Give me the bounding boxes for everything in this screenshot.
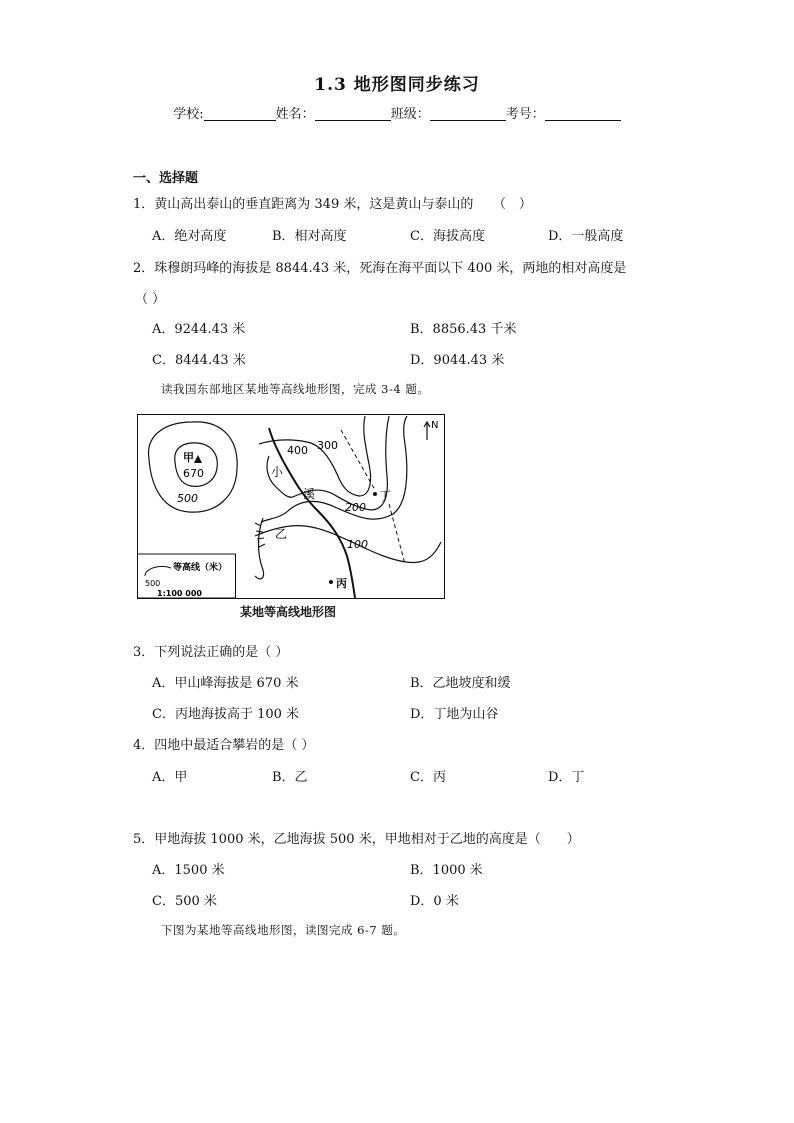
- label-xi: 溪: [303, 487, 316, 501]
- q5-option-a[interactable]: A．1500 米: [152, 863, 225, 878]
- q4-stem: 4．四地中最适合攀岩的是（ ）: [133, 738, 315, 753]
- q5-stem: 5．甲地海拔 1000 米，乙地海拔 500 米，甲地相对于乙地的高度是（ ）: [133, 832, 580, 847]
- section-heading: 一、选择题: [133, 171, 199, 186]
- label-ding: 丁: [379, 489, 392, 503]
- q4-option-b[interactable]: B．乙: [272, 770, 308, 785]
- contour-map-svg: [137, 414, 447, 600]
- q1-option-b[interactable]: B．相对高度: [272, 229, 347, 244]
- q5-option-b[interactable]: B．1000 米: [410, 863, 483, 878]
- ding-point: [373, 492, 377, 496]
- q3-stem: 3．下列说法正确的是（ ）: [133, 645, 289, 660]
- q3-option-d[interactable]: D．丁地为山谷: [410, 707, 499, 722]
- student-info-line: [0, 103, 794, 122]
- contour-map: [137, 414, 447, 600]
- q4-option-a[interactable]: A．甲: [152, 770, 188, 785]
- name-label: 姓名：: [275, 107, 315, 122]
- q5-option-d[interactable]: D．0 米: [410, 894, 459, 909]
- school-label: 学校:: [173, 107, 204, 122]
- bing-point: [329, 580, 333, 584]
- map-intro-text: 读我国东部地区某地等高线地形图，完成 3-4 题。: [161, 382, 430, 396]
- exam-no-label: 考号：: [505, 107, 545, 122]
- label-north: N: [431, 420, 439, 431]
- q1-stem: 1．黄山高出泰山的垂直距离为 349 米，这是黄山与泰山的 （ ）: [133, 197, 532, 212]
- exam-no-blank[interactable]: [545, 106, 621, 121]
- q2-option-d[interactable]: D．9044.43 米: [410, 353, 505, 368]
- label-yi: 乙: [275, 527, 288, 541]
- page-title: 1.3 地形图同步练习: [314, 75, 480, 95]
- q3-option-b[interactable]: B．乙地坡度和缓: [410, 676, 511, 691]
- q5-option-c[interactable]: C．500 米: [152, 894, 217, 909]
- q2-stem: 2．珠穆朗玛峰的海拔是 8844.43 米，死海在海平面以下 400 米，两地的相对高度是: [133, 261, 627, 276]
- legend-label: 等高线（米）: [173, 563, 228, 573]
- q1-option-a[interactable]: A．绝对高度: [152, 229, 227, 244]
- label-contour-400: 400: [287, 444, 308, 457]
- q4-option-c[interactable]: C．丙: [410, 770, 446, 785]
- label-bing: 丙: [336, 577, 347, 590]
- label-contour-300: 300: [317, 439, 338, 452]
- map-scale: 1:100 000: [157, 589, 202, 598]
- label-contour-100: 100: [347, 538, 368, 551]
- school-blank[interactable]: [204, 106, 276, 121]
- label-contour-200: 200: [345, 501, 366, 514]
- label-contour-500: 500: [177, 492, 198, 505]
- label-xiao: 小: [271, 465, 284, 479]
- map-caption: 某地等高线地形图: [240, 605, 337, 619]
- label-jia: 甲: [183, 451, 194, 464]
- q3-option-a[interactable]: A．甲山峰海拔是 670 米: [152, 676, 299, 691]
- q1-option-d[interactable]: D．一般高度: [548, 229, 624, 244]
- q1-option-c[interactable]: C．海拔高度: [410, 229, 485, 244]
- label-jia-elevation: 670: [183, 467, 204, 480]
- class-blank[interactable]: [430, 106, 506, 121]
- q2-option-c[interactable]: C．8444.43 米: [152, 353, 246, 368]
- q2-option-a[interactable]: A．9244.43 米: [152, 322, 246, 337]
- legend-value: 500: [145, 579, 161, 588]
- class-label: 班级：: [390, 107, 430, 122]
- next-intro-text: 下图为某地等高线地形图，读图完成 6-7 题。: [161, 923, 406, 937]
- q2-stem-continued: （ ）: [135, 292, 166, 307]
- q4-option-d[interactable]: D．丁: [548, 770, 585, 785]
- name-blank[interactable]: [315, 106, 391, 121]
- q3-option-c[interactable]: C．丙地海拔高于 100 米: [152, 707, 300, 722]
- q2-option-b[interactable]: B．8856.43 千米: [410, 322, 517, 337]
